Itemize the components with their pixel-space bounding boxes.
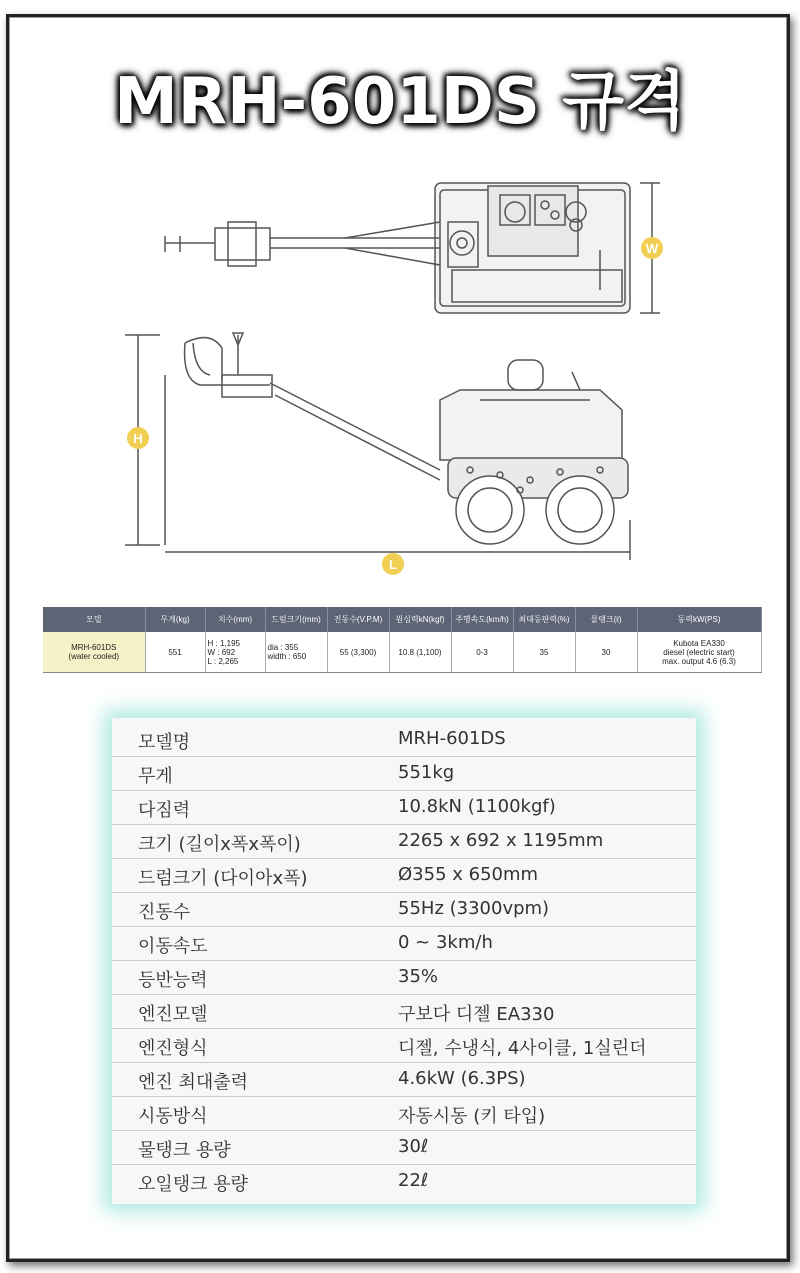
spec-row	[112, 1062, 696, 1097]
header-cell: 무게(kg)	[145, 607, 205, 632]
spec-label: 엔진모델	[138, 1004, 208, 1025]
spec-label: 물탱크 용량	[138, 1140, 231, 1161]
spec-value: MRH-601DS	[398, 728, 506, 749]
spec-row	[112, 960, 696, 995]
spec-value: 디젤, 수냉식, 4사이클, 1실린더	[398, 1038, 647, 1059]
table-cell: 35	[513, 632, 575, 673]
table-cell: MRH-601DS (water cooled)	[43, 632, 145, 673]
table-cell: dia : 355 width : 650	[265, 632, 327, 673]
table-cell: 551	[145, 632, 205, 673]
spec-row	[112, 756, 696, 791]
spec-row	[112, 722, 696, 757]
spec-table-header	[43, 607, 761, 632]
dim-l-label: L	[389, 557, 397, 572]
table-cell: H : 1,195 W : 692 L : 2,265	[205, 632, 265, 673]
spec-row	[112, 1096, 696, 1131]
header-cell: 드럼크기(mm)	[265, 607, 327, 632]
spec-value: 2265 x 692 x 1195mm	[398, 830, 604, 851]
spec-label: 드럼크기 (다이아x폭)	[138, 868, 308, 889]
spec-value: 구보다 디젤 EA330	[398, 1004, 555, 1025]
spec-value: 30ℓ	[398, 1136, 429, 1157]
spec-label: 무게	[138, 766, 173, 787]
dim-h-label: H	[133, 431, 143, 446]
header-cell: 모델	[43, 607, 145, 632]
dim-w-label: W	[645, 241, 659, 256]
spec-row	[112, 790, 696, 825]
spec-row	[112, 892, 696, 927]
spec-value: 10.8kN (1100kgf)	[398, 796, 556, 817]
table-row	[43, 632, 761, 673]
header-cell: 치수(mm)	[205, 607, 265, 632]
header-cell: 최대등판력(%)	[513, 607, 575, 632]
spec-label: 진동수	[138, 902, 191, 923]
spec-label: 등반능력	[138, 970, 208, 991]
spec-row	[112, 1130, 696, 1165]
spec-row	[112, 1028, 696, 1063]
header-cell: 진동수(V.P.M)	[327, 607, 389, 632]
spec-label: 크기 (길이x폭x폭이)	[138, 834, 301, 855]
header-cell: 원심력kN(kgf)	[389, 607, 451, 632]
spec-value: 551kg	[398, 762, 455, 783]
spec-row	[112, 858, 696, 893]
header-cell: 주행속도(km/h)	[451, 607, 513, 632]
spec-label: 이동속도	[138, 936, 208, 957]
spec-label: 엔진 최대출력	[138, 1072, 249, 1093]
header-cell: 동력kW(PS)	[637, 607, 761, 632]
spec-value: 22ℓ	[398, 1170, 429, 1191]
table-cell: 0-3	[451, 632, 513, 673]
spec-label: 엔진형식	[138, 1038, 208, 1059]
table-cell: 10.8 (1,100)	[389, 632, 451, 673]
spec-label: 오일탱크 용량	[138, 1174, 249, 1195]
header-cell: 물탱크(ℓ)	[575, 607, 637, 632]
spec-row	[112, 1164, 696, 1198]
spec-table	[43, 607, 762, 673]
roller-drawing	[0, 0, 800, 600]
spec-value: 55Hz (3300vpm)	[398, 898, 550, 919]
spec-value: 0 ~ 3km/h	[398, 932, 493, 953]
spec-row	[112, 994, 696, 1029]
spec-value: 35%	[398, 966, 439, 987]
spec-value: Ø355 x 650mm	[398, 864, 539, 885]
spec-value: 자동시동 (키 타입)	[398, 1106, 546, 1127]
spec-card	[112, 718, 696, 1204]
page-title: MRH-601DS 규격	[114, 65, 686, 139]
table-cell: Kubota EA330 diesel (electric start) max. output 4.6 (6.3)	[637, 632, 761, 673]
spec-label: 모델명	[138, 732, 191, 753]
spec-value: 4.6kW (6.3PS)	[398, 1068, 526, 1089]
spec-row	[112, 926, 696, 961]
table-cell: 55 (3,300)	[327, 632, 389, 673]
top-view	[165, 183, 660, 313]
side-view	[125, 333, 630, 560]
table-cell: 30	[575, 632, 637, 673]
spec-label: 시동방식	[138, 1106, 208, 1127]
spec-label: 다짐력	[138, 800, 191, 821]
spec-row	[112, 824, 696, 859]
